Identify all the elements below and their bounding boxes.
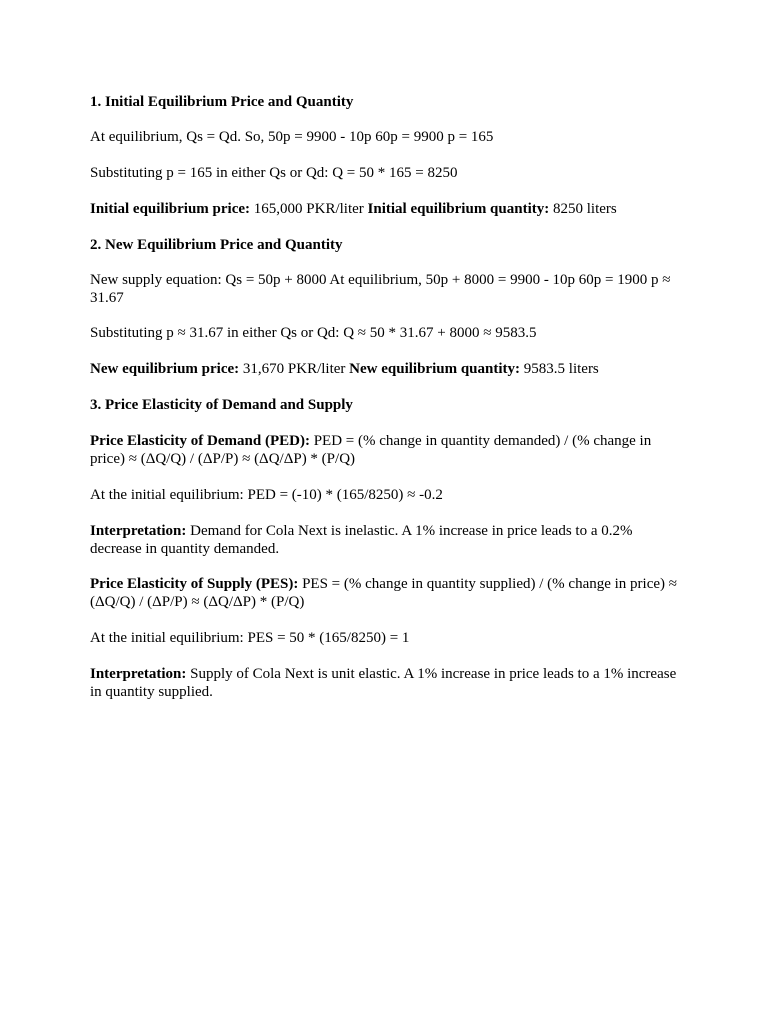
section2-results [90,360,680,378]
section1-heading: 1. Initial Equilibrium Price and Quantity [90,94,354,110]
document-body [90,93,680,701]
initial-price-value: 165,000 PKR/liter [250,201,368,217]
pes-interpretation [90,665,680,701]
section1-substitution-text: Substituting p = 165 in either Qs or Qd: Q = 50 * 165 = 8250 [90,165,458,181]
section2-supply-text: New supply equation: Qs = 50p + 8000 At equilibrium, 50p + 8000 = 9900 - 10p 60p = 1900 p ≈ 31.67 [90,272,671,306]
pes-definition [90,575,680,611]
section2-substitution-text: Substituting p ≈ 31.67 in either Qs or Qd: Q ≈ 50 * 31.67 + 8000 ≈ 9583.5 [90,325,537,341]
new-price-value: 31,670 PKR/liter [239,361,350,377]
section2-heading: 2. New Equilibrium Price and Quantity [90,237,343,253]
new-quantity-value: 9583.5 liters [520,361,599,377]
new-quantity-label: New equilibrium quantity: [349,361,521,377]
pes-interpretation-label: Interpretation: [90,666,187,682]
initial-quantity-label: Initial equilibrium quantity: [367,201,550,217]
ped-interpretation-label: Interpretation: [90,523,187,539]
ped-text: PED = (% change in quantity demanded) / (% change in price) ≈ (ΔQ/Q) / (ΔP/P) ≈ (ΔQ/ΔP) * (P/Q) [90,433,652,467]
initial-price-label: Initial equilibrium price: [90,201,251,217]
ped-interpretation-text: Demand for Cola Next is inelastic. A 1% increase in price leads to a 0.2% decrease in quantity demanded. [90,523,633,557]
pes-calculation: At the initial equilibrium: PES = 50 * (165/8250) = 1 [90,630,410,646]
new-price-label: New equilibrium price: [90,361,240,377]
section1-results [90,200,680,218]
ped-interpretation [90,522,680,558]
pes-label: Price Elasticity of Supply (PES): [90,576,299,592]
pes-interpretation-text: Supply of Cola Next is unit elastic. A 1% increase in price leads to a 1% increase in quantity supplied. [90,666,677,700]
initial-quantity-value: 8250 liters [549,201,617,217]
ped-calculation: At the initial equilibrium: PED = (-10) * (165/8250) ≈ -0.2 [90,487,443,503]
pes-text: PES = (% change in quantity supplied) / (% change in price) ≈ (ΔQ/Q) / (ΔP/P) ≈ (ΔQ/ΔP) * (P/Q) [90,576,678,610]
ped-definition [90,432,680,468]
section1-equilibrium-text: At equilibrium, Qs = Qd. So, 50p = 9900 - 10p 60p = 9900 p = 165 [90,129,494,145]
ped-label: Price Elasticity of Demand (PED): [90,433,310,449]
section3-heading: 3. Price Elasticity of Demand and Supply [90,397,353,413]
